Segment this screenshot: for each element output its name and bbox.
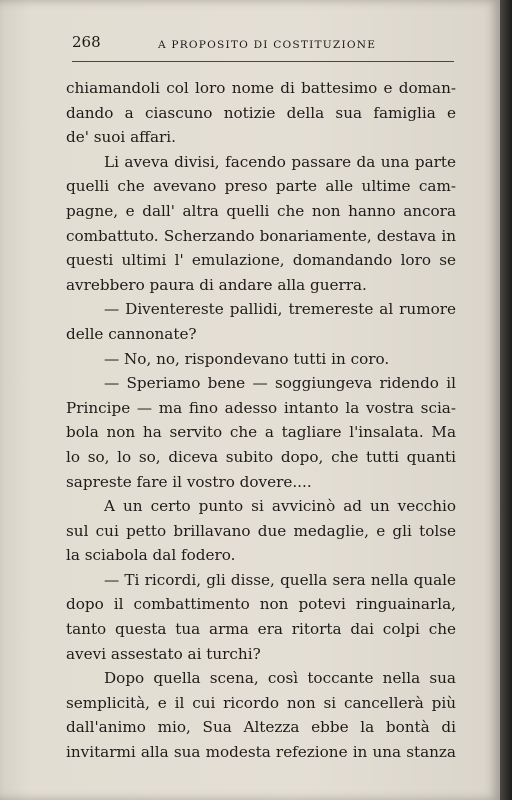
text-line: pagne, e dall' altra quelli che non hanno ancora [66,201,456,220]
running-head: A PROPOSITO DI COSTITUZIONE [158,39,377,51]
text-line: de' suoi affari. [66,128,176,147]
text-line: tanto questa tua arma era ritorta dai colpi che [66,620,456,639]
text-line: semplicità, e il cui ricordo non si cancellerà più [66,693,456,712]
text-line: — Ti ricordi, gli disse, quella sera nella quale [104,570,456,589]
text-line: — No, no, rispondevano tutti in coro. [104,349,390,368]
text-line: bola non ha servito che a tagliare l'insalata. Ma [66,423,456,442]
text-line: la sciabola dal fodero. [66,546,236,565]
text-line: Principe — ma fino adesso intanto la vostra scia- [66,398,456,417]
page-number: 268 [72,33,101,51]
text-line: — Speriamo bene — soggiungeva ridendo il [104,374,456,393]
page-edge-shadow [500,0,512,800]
text-line: sul cui petto brillavano due medaglie, e gli tolse [66,521,456,540]
text-line: sapreste fare il vostro dovere.... [66,472,312,491]
text-line: dall'animo mio, Sua Altezza ebbe la bontà di [66,718,456,737]
text-line: dopo il combattimento non potevi ringuainarla, [66,595,456,614]
text-line: quelli che avevano preso parte alle ultime cam- [66,177,456,196]
text-line: dando a ciascuno notizie della sua famiglia e [66,103,456,122]
text-line: chiamandoli col loro nome di battesimo e doman- [66,79,456,97]
text-line: Dopo quella scena, così toccante nella sua [104,669,456,688]
text-line: Li aveva divisi, facendo passare da una parte [104,152,456,171]
text-line: combattuto. Scherzando bonariamente, destava in [66,226,456,245]
text-line: questi ultimi l' emulazione, domandando loro se [66,251,456,270]
body-text [66,76,456,765]
text-line: A un certo punto si avvicinò ad un vecchio [104,497,456,516]
header-rule [72,61,454,62]
text-line: avrebbero paura di andare alla guerra. [66,275,367,294]
page-header [72,33,454,57]
text-line: — Diventereste pallidi, tremereste al rumore [104,300,456,319]
text-line: lo so, lo so, diceva subito dopo, che tutti quanti [66,447,456,466]
text-line: delle cannonate? [66,324,197,343]
text-line: invitarmi alla sua modesta refezione in una stanza [66,743,456,762]
text-line: avevi assestato ai turchi? [66,644,261,663]
